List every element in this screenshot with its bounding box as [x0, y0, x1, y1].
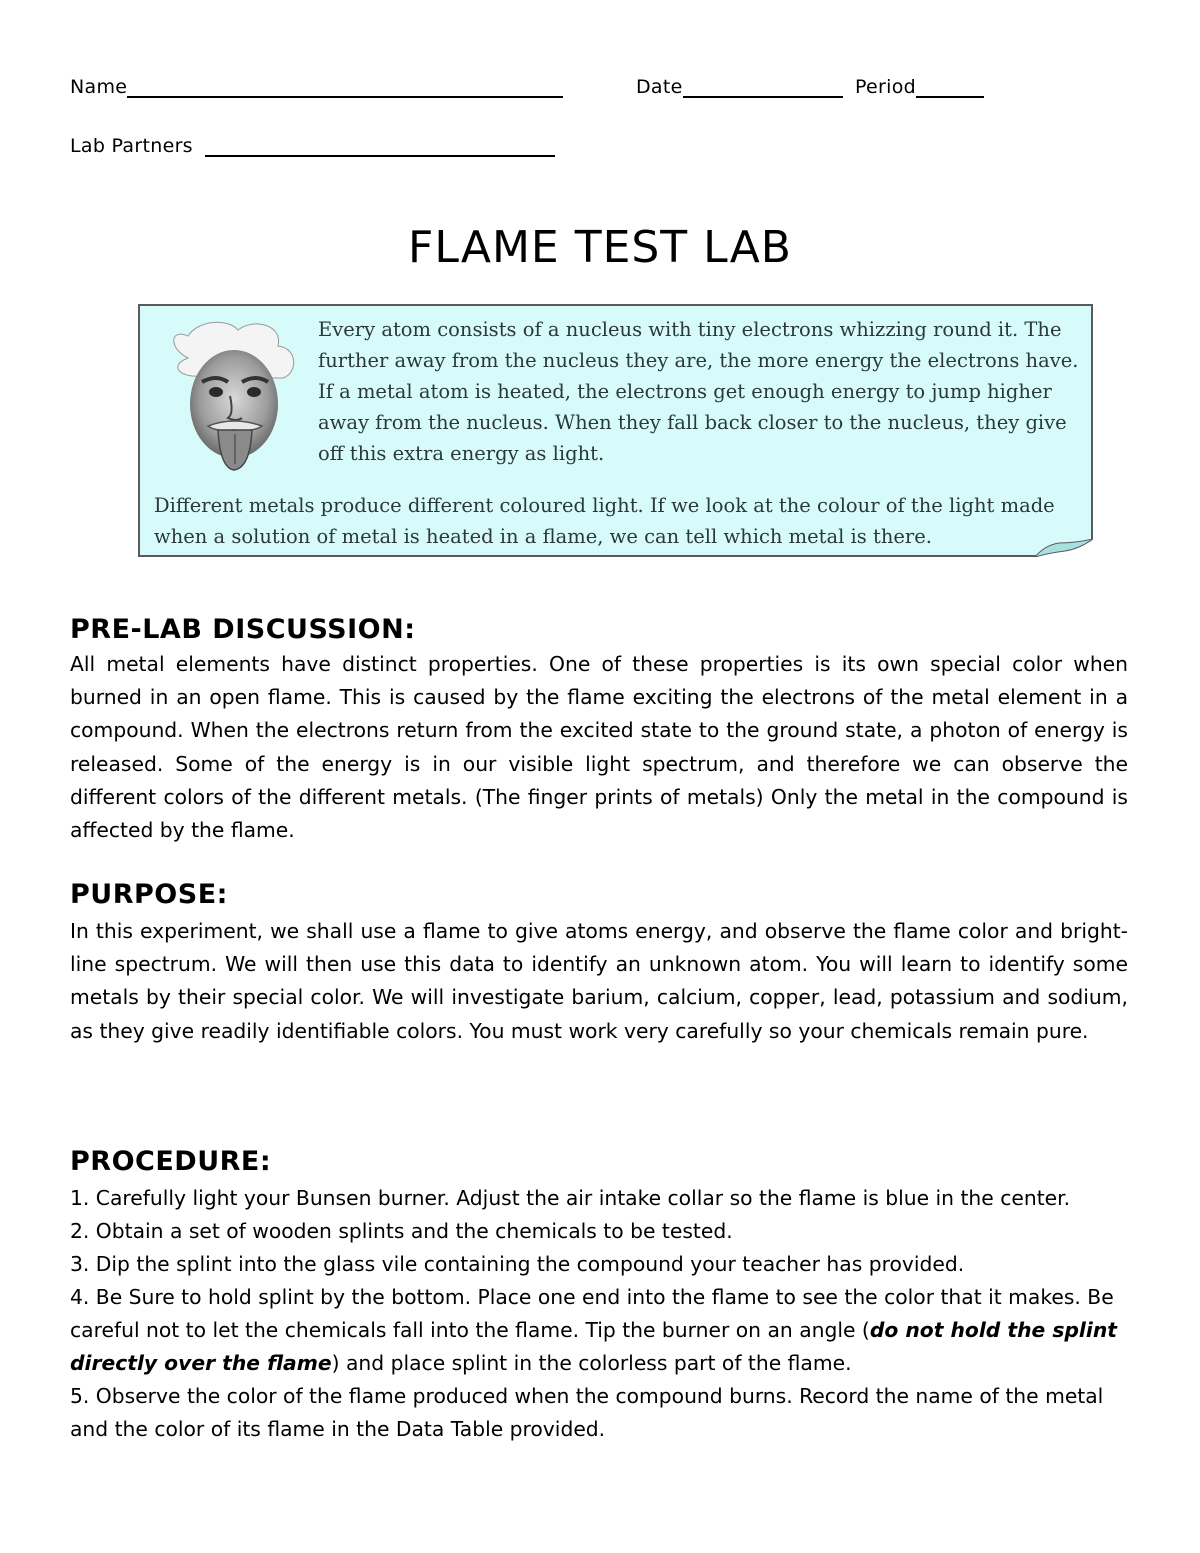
date-line	[636, 76, 984, 98]
period-blank[interactable]	[916, 76, 984, 98]
period-label: Period	[854, 76, 917, 98]
procedure-step-1: 1. Carefully light your Bunsen burner. Adjust the air intake collar so the flame is blue in the center.	[70, 1186, 1071, 1210]
page-title: FLAME TEST LAB	[408, 222, 792, 273]
purpose-heading: PURPOSE:	[70, 879, 228, 910]
info-paragraph-1: Every atom consists of a nucleus with tiny electrons whizzing round it. The further away from the nucleus they are, the more energy the electrons have. If a metal atom is heated, the electrons get enough energy to jump higher away from the nucleus. When they fall back closer to the nucleus, they give off this extra energy as light.	[318, 318, 1079, 465]
purpose-text: In this experiment, we shall use a flame to give atoms energy, and observe the flame color and bright-line spectrum. We will then use this data to identify an unknown atom. You will learn to identify some metals by their special color. We will investigate barium, calcium, copper, lead, potassium and sodium, as they give readily identifiable colors. You must work very carefully so your chemicals remain pure.	[70, 919, 1128, 1043]
procedure-step-4-text-c: ) and place splint in the colorless part of the flame.	[331, 1351, 852, 1375]
name-blank[interactable]	[127, 76, 563, 98]
name-line	[70, 76, 563, 98]
page-curl-decoration	[1035, 539, 1093, 557]
date-blank[interactable]	[683, 76, 843, 98]
prelab-heading: PRE-LAB DISCUSSION:	[70, 614, 416, 645]
procedure-step-5: 5. Observe the color of the flame produced when the compound burns. Record the name of the metal and the color of its flame in the Data Table provided.	[70, 1384, 1104, 1441]
procedure-step-4	[70, 1281, 1130, 1380]
procedure-step-2: 2. Obtain a set of wooden splints and the chemicals to be tested.	[70, 1219, 733, 1243]
partners-blank[interactable]	[205, 135, 555, 157]
procedure-heading: PROCEDURE:	[70, 1146, 272, 1177]
date-label: Date	[636, 76, 683, 98]
name-label: Name	[70, 76, 128, 98]
prelab-text: All metal elements have distinct properties. One of these properties is its own special color when burned in an open flame. This is caused by the flame exciting the electrons of the metal element in a compound. When the electrons return from the excited state to the ground state, a photon of energy is released. Some of the energy is in our visible light spectrum, and therefore we can observe the different colors of the different metals. (The finger prints of metals) Only the metal in the compound is affected by the flame.	[70, 652, 1128, 843]
procedure-step-4-text-a: 4. Be Sure to hold splint by the bottom. Place one end into the flame to see the color that it makes. Be careful not to let the chemicals fall into the flame. Tip the burner on an angle (	[70, 1285, 1114, 1342]
info-box	[138, 304, 1093, 557]
procedure-step-4-warning: do not hold the splint directly over the flame	[70, 1318, 1117, 1375]
info-paragraph-2: Different metals produce different coloured light. If we look at the colour of the light made when a solution of metal is heated in a flame, we can tell which metal is there.	[154, 494, 1055, 548]
procedure-step-3: 3. Dip the splint into the glass vile containing the compound your teacher has provided.	[70, 1252, 965, 1276]
partners-label: Lab Partners	[70, 135, 193, 157]
partners-line	[70, 135, 555, 157]
procedure-list	[70, 1182, 1130, 1446]
einstein-portrait-image	[158, 318, 306, 476]
